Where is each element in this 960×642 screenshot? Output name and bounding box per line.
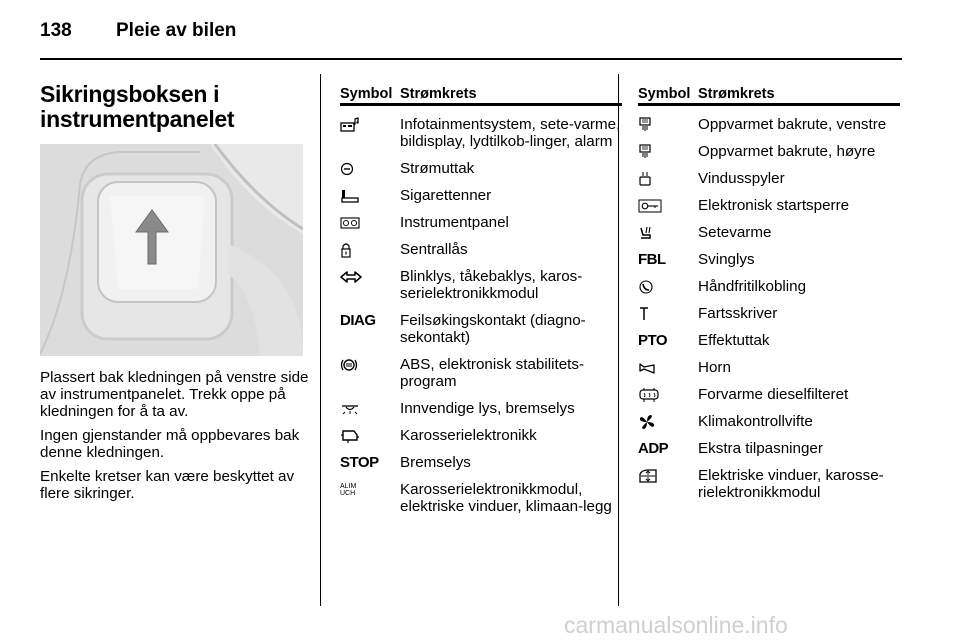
abs-icon xyxy=(340,356,400,373)
rear-defrost-right-icon xyxy=(638,143,698,160)
horn-icon xyxy=(638,359,698,376)
table-row: Elektronisk startsperre xyxy=(638,197,900,214)
table-row: Blinklys, tåkebaklys, karos-serielektronikkmodul xyxy=(340,268,622,302)
table-row: FBL Svinglys xyxy=(638,251,755,268)
power-outlet-icon xyxy=(340,160,400,177)
table-row: DIAG Feilsøkingskontakt (diagno-sekontakt) xyxy=(340,312,586,346)
fuse-table-left xyxy=(340,80,622,515)
body-electronics-icon xyxy=(340,427,400,444)
pto-label: PTO xyxy=(638,332,668,349)
fuse-cover-photo xyxy=(40,144,303,356)
table-row: Innvendige lys, bremselys xyxy=(340,400,622,417)
table-row: Oppvarmet bakrute, venstre xyxy=(638,116,900,133)
interior-light-icon xyxy=(340,400,400,417)
infotainment-icon xyxy=(340,116,400,133)
fuse-table-right xyxy=(638,80,900,501)
rear-defrost-left-icon xyxy=(638,116,698,133)
table-row: Setevarme xyxy=(638,224,900,241)
table-header: Symbol Strømkrets xyxy=(638,80,900,106)
table-row: Forvarme dieselfilteret xyxy=(638,386,900,403)
alim-uch-label: ALIM UCH xyxy=(340,482,357,497)
table-row: Horn xyxy=(638,359,900,376)
fan-icon xyxy=(638,413,698,430)
table-row: ALIM UCH Karosserielektronikkmodul, elektriske vinduer, klimaan-legg xyxy=(340,481,612,515)
table-row: Oppvarmet bakrute, høyre xyxy=(638,143,900,160)
table-row: Strømuttak xyxy=(340,160,622,177)
table-row: STOP Bremselys xyxy=(340,454,471,471)
table-row: Infotainmentsystem, sete-varme, bildisplay, lydtilkob-linger, alarm xyxy=(340,116,622,150)
paragraph-location: Plassert bak kledningen på venstre side av instrumentpanelet. Trekk oppe på kledningen for å ta av. xyxy=(40,369,309,420)
chapter-title: Pleie av bilen xyxy=(116,20,237,41)
table-row: Karosserielektronikk xyxy=(340,427,622,444)
diag-label: DIAG xyxy=(340,312,376,329)
column-divider-1 xyxy=(320,74,321,606)
paragraph-storage: Ingen gjenstander må oppbevares bak denne kledningen. xyxy=(40,427,300,461)
table-row: Håndfritilkobling xyxy=(638,278,900,295)
table-row: Sigarettenner xyxy=(340,187,622,204)
header-rule xyxy=(40,58,902,60)
turn-signal-icon xyxy=(340,268,400,285)
fbl-label: FBL xyxy=(638,251,666,268)
table-header: Symbol Strømkrets xyxy=(340,80,622,106)
fuse-box-section xyxy=(40,82,310,502)
power-window-icon xyxy=(638,467,698,484)
watermark: carmanualsonline.info xyxy=(564,612,788,638)
table-row: Instrumentpanel xyxy=(340,214,622,231)
table-row: ADP Ekstra tilpasninger xyxy=(638,440,823,457)
table-row: PTO Effektuttak xyxy=(638,332,770,349)
handsfree-icon xyxy=(638,278,698,295)
central-lock-icon xyxy=(340,241,400,258)
paragraph-multiple-fuses: Enkelte kretser kan være beskyttet av flere sikringer. xyxy=(40,468,295,502)
cigarette-lighter-icon xyxy=(340,187,400,204)
page-number: 138 xyxy=(40,20,72,41)
section-title: Sikringsboksen i instrumentpanelet xyxy=(40,81,235,132)
table-row: Fartsskriver xyxy=(638,305,900,322)
immobiliser-icon xyxy=(638,197,698,214)
table-row: Elektriske vinduer, karosse-rielektronikkmodul xyxy=(638,467,900,501)
page-header xyxy=(40,20,236,42)
washer-icon xyxy=(638,170,698,187)
adp-label: ADP xyxy=(638,440,669,457)
diesel-filter-icon xyxy=(638,386,698,403)
stop-label: STOP xyxy=(340,454,379,471)
table-row: ABS, elektronisk stabilitets-program xyxy=(340,356,622,390)
table-row: Sentrallås xyxy=(340,241,622,258)
instrument-panel-icon xyxy=(340,214,400,231)
table-row: Vindusspyler xyxy=(638,170,900,187)
table-row: Klimakontrollvifte xyxy=(638,413,900,430)
seat-heating-icon xyxy=(638,224,698,241)
tachograph-icon xyxy=(638,305,698,322)
